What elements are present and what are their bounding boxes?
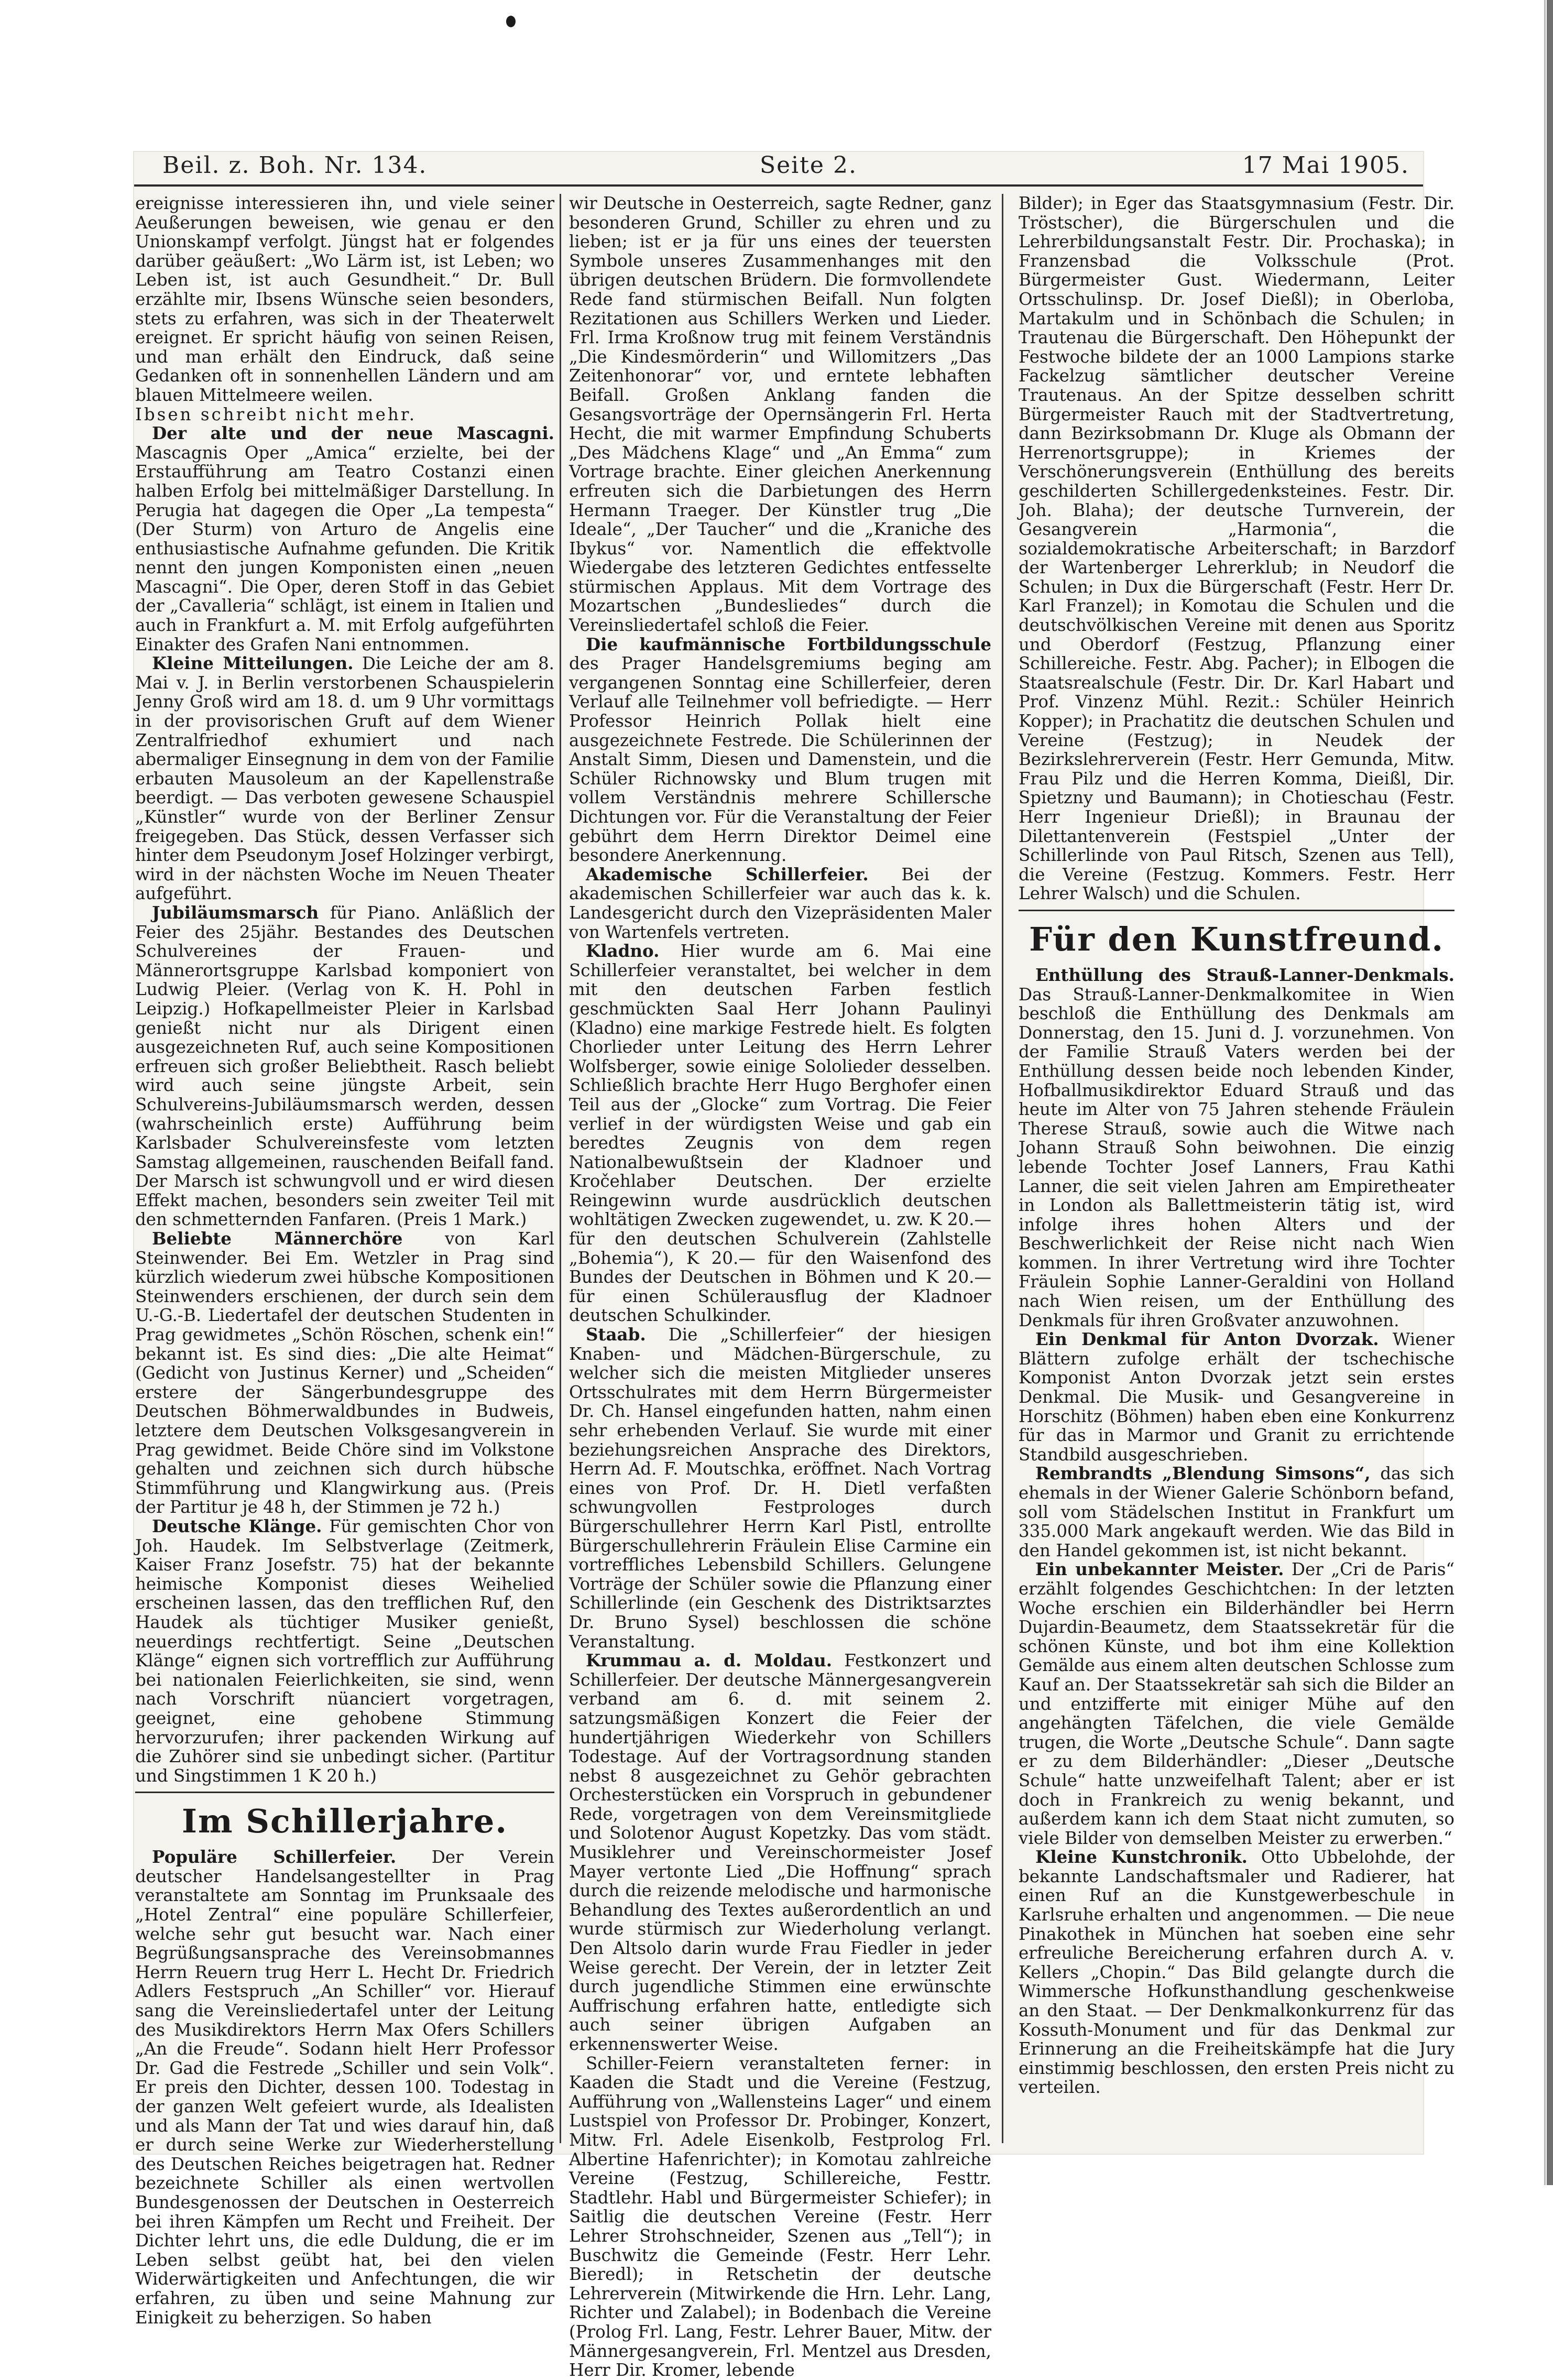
article-title: Kleine Kunstchronik. xyxy=(1035,1847,1248,1868)
article-paragraph xyxy=(1019,1330,1454,1464)
column-separator xyxy=(560,194,561,2143)
section-rule xyxy=(135,1792,554,1793)
scan-speck xyxy=(506,16,516,27)
section-heading: Im Schillerjahre. xyxy=(182,1802,508,1841)
article-paragraph xyxy=(569,1651,991,2054)
article-paragraph xyxy=(569,942,991,1325)
article-text: Bei der akademischen Schillerfeier war auch das k. k. Landesgericht durch den Vizepräsidenten Maler von Wartenfels vertreten. xyxy=(569,864,991,942)
article-text: Mascagnis Oper „Amica“ erzielte, bei der Erstaufführung am Teatro Costanzi einen halben Erfolg bei mittelmäßiger Darstellung. In Perugia hat dagegen die Oper „La tempesta“ (Der Sturm) von Arturo de Angelis eine enthusiastische Aufnahme gefunden. Die Kritik nennt den jungen Komponisten einen „neuen Mascagni“. Die Oper, deren Stoff in das Gebiet der „Cavalleria“ schlägt, ist einem in Italien und auch in Frankfurt a. M. mit Erfolg aufgeführten Einakter des Grafen Nani entnommen. xyxy=(135,442,554,654)
header-rule xyxy=(134,184,1423,187)
column-2 xyxy=(569,193,991,2380)
article-paragraph xyxy=(135,903,554,1229)
scan-edge xyxy=(1547,0,1553,2185)
article-text: das sich ehemals in der Wiener Galerie Schönborn befand, soll vom Städelschen Institut in Frankfurt um 335.000 Mark angekauft werden. Wie das Bild in den Handel gekommen ist, ist nicht bekannt. xyxy=(1019,1464,1454,1560)
article-paragraph xyxy=(569,635,991,865)
article-paragraph xyxy=(135,424,554,654)
article-text: von Karl Steinwender. Bei Em. Wetzler in Prag sind kürzlich wiederum zwei hübsche Kompositionen Steinwenders erschienen, der durch sein dem U.-G.-B. Liedertafel der deutschen Studenten in Prag gewidmetes „Schön Röschen, schenk ein!“ bekannt ist. Es sind dies: „Die alte Heimat“ (Gedicht von Justinus Kerner) und „Scheiden“ erstere der Sängerbundesgruppe des Deutschen Böhmerwaldbundes in Budweis, letztere dem Deutschen Volksgesangverein in Prag gewidmet. Beide Chöre sind im Volkstone gehalten und zeichnen sich durch hübsche Stimmführung und Klangwirkung aus. (Preis der Partitur je 48 h, der Stimmen je 72 h.) xyxy=(135,1229,554,1517)
article-title: Der alte und der neue Mascagni. xyxy=(152,423,554,444)
article-title: Ein Denkmal für Anton Dvorzak. xyxy=(1035,1329,1379,1350)
article-title: Kladno. xyxy=(586,941,660,962)
article-title: Staab. xyxy=(586,1324,646,1345)
column-separator xyxy=(1002,194,1003,2143)
scan-edge-shadow xyxy=(1544,0,1546,2185)
article-text: Hier wurde am 6. Mai eine Schillerfeier veranstaltet, bei welcher in dem mit den deutschen Farben festlich geschmückten Saal Herr Johann Paulinyi (Kladno) eine markige Festrede hielt. Es folgten Chorlieder unter Leitung des Herrn Lehrer Wolfsberger, sowie einige Sololieder desselben. Schließlich brachte Herr Hugo Berghofer einen Teil aus der „Glocke“ zum Vortrag. Die Feier verlief in der würdigsten Weise und gab ein beredtes Zeugnis von dem regen Nationalbewußtsein der Kladnoer und Kročehlaber Deutschen. Der erzielte Reingewinn wurde ausdrücklich deutschen wohltätigen Zwecken zugewendet, u. zw. K 20.— für den deutschen Schulverein (Zahlstelle „Bohemia“), K 20.— für den Waisenfond des Bundes der Deutschen in Böhmen und K 20.— für einen Schülerausflug der Kladnoer deutschen Schulkinder. xyxy=(569,941,991,1326)
article-text: Festkonzert und Schillerfeier. Der deutsche Männergesangverein verband am 6. d. mit seinem 2. satzungsmäßigen Konzert die Feier der hundertjährigen Wiederkehr von Schillers Todestage. Auf der Vortragsordnung standen nebst 8 ausgezeichnet zu Gehör gebrachten Orchesterstücken ein Vorspruch in gebundener Rede, vorgetragen von dem Vereinsmitgliede und Solotenor August Kopetzky. Das vom städt. Musiklehrer und Vereinschormeister Josef Mayer vertonte Lied „Die Hoffnung“ sprach durch die reizende melodische und harmonische Behandlung des Textes außerordentlich an und wurde stürmisch zur Wiederholung verlangt. Den Altsolo darin wurde Frau Fiedler in jeder Weise gerecht. Der Verein, der in letzter Zeit durch jugendliche Stimmen eine erwünschte Auffrischung erfahren hatte, entledigte sich auch seiner übrigen Aufgaben an erkennenswerter Weise. xyxy=(569,1651,991,2054)
article-title: Populäre Schillerfeier. xyxy=(152,1847,397,1868)
article-title: Kleine Mitteilungen. xyxy=(152,653,354,674)
article-text: für Piano. Anläßlich der Feier des 25jähr. Bestandes des Deutschen Schulvereines der Frauen- und Männerortsgruppe Karlsbad komponiert von Ludwig Pleier. (Verlag von K. H. Pohl in Leipzig.) Hofkapellmeister Pleier in Karlsbad genießt nicht nur als Dirigent einen ausgezeichneten Ruf, auch seine Kompositionen erfreuen sich großer Beliebtheit. Rasch beliebt wird auch seine jüngste Arbeit, sein Schulvereins-Jubiläumsmarsch werden, dessen (wahrscheinlich erste) Aufführung beim Karlsbader Schulvereinsfeste vom letzten Samstag allgemeinen, rauschenden Beifall fand. Der Marsch ist schwungvoll und er wird diesen Effekt machen, besonders sein zweiter Teil mit den schmetternden Fanfaren. (Preis 1 Mark.) xyxy=(135,902,554,1230)
article-paragraph xyxy=(569,865,991,942)
article-paragraph: Bilder); in Eger das Staatsgymnasium (Festr. Dir. Tröstscher), die Bürgerschulen und die Lehrerbildungsanstalt Festr. Dir. Prochaska); in Franzensbad die Volksschule (Prot. Bürgermeister Gust. Wiedermann, Leiter Ortsschulinsp. Dr. Josef Dießl); in Oberloba, Martakulm und in Schönbach die Schulen; in Trautenau die Bürgerschaft. Den Höhepunkt der Festwoche bildete der an 1000 Lampions starke Fackelzug sämtlicher deutscher Vereine Trautenaus. An der Spitze desselben schritt Bürgermeister Rauch mit der Stadtvertretung, dann Bezirksobmann Dr. Kluge als Obmann der Herrenortsgruppe); in Kriemes der Verschönerungsverein (Enthüllung des bereits geschilderten Schillergedenksteines. Festr. Dir. Joh. Blaha); der deutsche Turnverein, der Gesangverein „Harmonia“, die sozialdemokratische Arbeiterschaft; in Barzdorf der Wartenberger Lehrerklub; in Neudorf die Schulen; in Dux die Bürgerschaft (Festr. Herr Dr. Karl Franzel); in Komotau die Schulen und die deutschvölkischen Vereine mit denen aus Sporitz und Oberdorf (Festzug, Pflanzung einer Schillereiche. Festr. Abg. Pacher); in Elbogen die Staatsrealschule (Festr. Dir. Dr. Karl Habart und Prof. Vinzenz Mühl. Rezit.: Schüler Heinrich Kopper); in Prachatitz die deutschen Schulen und Vereine (Festzug); in Neudek der Bezirkslehrerverein (Festr. Herr Gemunda, Mitw. Frau Pilz und die Herren Komma, Dieißl, Dir. Spietzny und Baumann); in Chotieschau (Festr. Herr Ingenieur Drießl); in Braunau der Dilettantenverein (Festspiel „Unter der Schillerlinde von Paul Ritsch, Szenen aus Tell), die Vereine (Festzug. Kommers. Festr. Herr Lehrer Walsch) und die Schulen. xyxy=(1019,193,1454,904)
article-text: Wiener Blättern zufolge erhält der tschechische Komponist Anton Dvorzak jetzt sein erstes Denkmal. Die Musik- und Gesangvereine in Horschitz (Böhmen) haben eben eine Konkurrenz für das in Marmor und Granit zu errichtende Standbild ausgeschrieben. xyxy=(1019,1329,1454,1465)
article-paragraph: Ibsen schreibt nicht mehr. xyxy=(135,404,417,424)
article-text: Für gemischten Chor von Joh. Haudek. Im Selbstverlage (Zeitmerk, Kaiser Franz Josefstr. 75) hat der bekannte heimische Komponist dieses Weihelied erscheinen lassen, das den trefflichen Ruf, den Haudek als tüchtiger Musiker genießt, neuerdings rechtfertigt. Seine „Deutschen Klänge“ eignen sich vortrefflich zur Aufführung bei nationalen Feierlichkeiten, sie sind, wenn nach Vorschrift nüanciert vorgetragen, geeignet, eine gehobene Stimmung hervorzurufen; ihrer packenden Wirkung auf die Zuhörer sind sie unbedingt sicher. (Partitur und Singstimmen 1 K 20 h.) xyxy=(135,1516,554,1786)
article-title: Krummau a. d. Moldau. xyxy=(586,1650,833,1671)
article-title: Enthüllung des Strauß-Lanner-Denkmals. xyxy=(1035,964,1454,985)
article-title: Beliebte Männerchöre xyxy=(152,1228,403,1249)
page-header xyxy=(162,152,1420,183)
header-date: 17 Mai 1905. xyxy=(1242,152,1409,179)
article-title: Die kaufmännische Fortbildungsschule xyxy=(586,634,991,654)
article-text: Der „Cri de Paris“ erzählt folgendes Geschichtchen: In der letzten Woche erschien ein Bilderhändler bei Herrn Dujardin-Beaumetz, dem Staatssekretär für die schönen Künste, und bot ihm eine Kollektion Gemälde aus einem alten deutschen Schlosse zum Kauf an. Der Staatssekretär sah sich die Bilder an und entzifferte mit einiger Mühe auf den angehängten Täfelchen, die viele Gemälde trugen, die Worte „Deutsche Schule“. Dann sagte er zu dem Bilderhändler: „Dieser „Deutsche Schule“ hatte unzweifelhaft Talent; aber er ist doch in Frankreich zu wenig bekannt, und außerdem kann ich dem Staat nicht zumuten, so viele Bilder von demselben Meister zu erwerben.“ xyxy=(1019,1559,1454,1848)
article-title: Rembrandts „Blendung Simsons“, xyxy=(1035,1463,1371,1484)
article-text: Otto Ubbelohde, der bekannte Landschaftsmaler und Radierer, hat einen Ruf an die Kunstgewerbeschule in Karlsruhe erhalten und angenommen. — Die neue Pinakothek in München hat soeben eine sehr erfreuliche Bereicherung erfahren durch A. v. Kellers „Chopin.“ Das Bild gelangte durch die Wimmersche Hofkunsthandlung geschenkweise an den Staat. — Der Denkmalkonkurrenz für das Kossuth-Monument und für das Denkmal zur Erinnerung an die Freiheitskämpfe hat die Jury einstimmig beschlossen, den ersten Preis nicht zu verteilen. xyxy=(1019,1847,1454,2098)
article-paragraph: ereignisse interessieren ihn, und viele seiner Aeußerungen beweisen, wie genau er den Unionskampf verfolgt. Jüngst hat er folgendes darüber geäußert: „Wo Lärm ist, ist Leben; wo Leben ist, ist auch Gesundheit.“ Dr. Bull erzählte mir, Ibsens Wünsche seien besonders, stets zu erfahren, was sich in der Theaterwelt ereignet. Er spricht häufig von seinen Reisen, und man erhält den Eindruck, daß seine Gedanken oft in sonnenhellen Ländern und am blauen Mittelmeere weilen. xyxy=(135,193,554,405)
article-paragraph xyxy=(135,654,554,903)
section-heading: Für den Kunstfreund. xyxy=(1029,920,1444,958)
article-paragraph xyxy=(1019,1848,1454,2097)
article-paragraph xyxy=(1019,966,1454,1330)
article-paragraph xyxy=(1019,1560,1454,1848)
header-issue: Beil. z. Boh. Nr. 134. xyxy=(162,152,428,179)
article-title: Akademische Schillerfeier. xyxy=(586,864,869,885)
article-paragraph xyxy=(135,1229,554,1517)
column-1 xyxy=(135,193,554,2328)
article-paragraph xyxy=(569,1325,991,1651)
article-title: Deutsche Klänge. xyxy=(152,1515,322,1536)
article-paragraph: Schiller-Feiern veranstalteten ferner: in Kaaden die Stadt und die Vereine (Festzug, Aufführung von „Wallensteins Lager“ und einem Lustspiel von Professor Dr. Probinger, Konzert, Mitw. Frl. Adele Eisenkolb, Festprolog Frl. Albertine Hafenrichter); in Komotau zahlreiche Vereine (Festzug, Schillereiche, Festtr. Stadtlehr. Habl und Bürgermeister Schiefer); in Saitlig die deutschen Vereine (Festr. Herr Lehrer Strohschneider, Szenen aus „Tell“); in Buschwitz die Gemeinde (Festr. Herr Lehr. Bieredl); in Retschetin der deutsche Lehrerverein (Mitwirkende die Hrn. Lehr. Lang, Richter und Zalabel); in Bodenbach die Vereine (Prolog Frl. Lang, Festr. Lehrer Bauer, Mitw. der Männergesangverein, Frl. Mentzel aus Dresden, Herr Dir. Kromer, lebende xyxy=(569,2053,991,2380)
article-text: des Prager Handelsgremiums beging am vergangenen Sonntag eine Schillerfeier, deren Verlauf alle Teilnehmer voll befriedigte. — Herr Professor Heinrich Pollak hielt eine ausgezeichnete Festrede. Die Schülerinnen der Anstalt Simm, Diesen und Damenstein, und die Schüler Richnowsky und Blum trugen mit vollem Verständnis mehrere Schillersche Dichtungen vor. Für die Veranstaltung der Feier gebührt dem Herrn Direktor Deimel eine besondere Anerkennung. xyxy=(569,653,991,866)
article-paragraph xyxy=(1019,1464,1454,1560)
article-title: Jubiläumsmarsch xyxy=(152,902,319,923)
article-text: Der Verein deutscher Handelsangestellter in Prag veranstaltete am Sonntag im Prunksaale des „Hotel Zentral“ eine populäre Schillerfeier, welche sehr gut besucht war. Nach einer Begrüßungsansprache des Vereinsobmannes Herrn Reuern trug Herr L. Hecht Dr. Friedrich Adlers Festspruch „An Schiller“ vor. Hierauf sang die Vereinsliedertafel unter der Leitung des Musikdirektors Herrn Max Ofers Schillers „An die Freude“. Sodann hielt Herr Professor Dr. Gad die Festrede „Schiller und sein Volk“. Er preis den Dichter, dessen 100. Todestag in der ganzen Welt gefeiert wurde, als Idealisten und als Mann der Tat und wies darauf hin, daß er durch seine Werke zur Wiederherstellung des Deutschen Reiches beigetragen hat. Redner bezeichnete Schiller als einen wertvollen Bundesgenossen der Deutschen in Oesterreich bei ihren Kämpfen um Recht und Freiheit. Der Dichter lehrt uns, die edle Duldung, die er im Leben selbst geübt hat, bei den vielen Widerwärtigkeiten und Anfechtungen, die wir erfahren, zu üben und seine Mahnung zur Einigkeit zu beherzigen. So haben xyxy=(135,1847,554,2328)
article-paragraph xyxy=(135,1517,554,1785)
article-title: Ein unbekannter Meister. xyxy=(1035,1559,1284,1580)
article-text: Die „Schillerfeier“ der hiesigen Knaben- und Mädchen-Bürgerschule, zu welcher sich die meisten Mitglieder unseres Ortsschulrates mit dem Herrn Bürgermeister Dr. Ch. Hansel eingefunden hatten, nahm einen sehr erhebenden Verlauf. Sie wurde mit einer beziehungsreichen Ansprache des Direktors, Herrn Ad. F. Moutschka, eröffnet. Nach Vortrag eines von Prof. Dr. H. Dietl verfaßten schwungvollen Festprologes durch Bürgerschullehrer Herrn Karl Pistl, entrollte Bürgerschullehrerin Fräulein Elise Carmine ein vortreffliches Lebensbild Schillers. Gelungene Vorträge der Schüler sowie die Pflanzung einer Schillerlinde (ein Geschenk des Distriktsarztes Dr. Bruno Sysel) beschlossen die schöne Veranstaltung. xyxy=(569,1325,991,1652)
header-page-number: Seite 2. xyxy=(760,152,857,179)
article-text: Die Leiche der am 8. Mai v. J. in Berlin verstorbenen Schauspielerin Jenny Groß wird am 18. d. um 9 Uhr vormittags in der provisorischen Gruft auf dem Wiener Zentralfriedhof exhumiert und nach abermaliger Einsegnung in dem von der Familie erbauten Mausoleum an der Kapellenstraße beerdigt. — Das verboten gewesene Schauspiel „Künstler“ wurde von der Berliner Zensur freigegeben. Das Stück, dessen Verfasser sich hinter dem Pseudonym Josef Holzinger verbirgt, wird in der nächsten Woche im Neuen Theater aufgeführt. xyxy=(135,653,554,904)
article-paragraph xyxy=(135,1848,554,2327)
article-text: Das Strauß-Lanner-Denkmalkomitee in Wien beschloß die Enthüllung des Denkmals am Donnerstag, den 15. Juni d. J. vorzunehmen. Von der Familie Strauß Vaters werden bei der Enthüllung dessen beide noch lebenden Kinder, Hofballmusikdirektor Eduard Strauß und das heute im Alter von 75 Jahren stehende Fräulein Therese Strauß, sowie auch die Witwe nach Johann Strauß Sohn beiwohnen. Die einzig lebende Tochter Josef Lanners, Frau Kathi Lanner, die seit vielen Jahren am Empiretheater in London als Ballettmeisterin tätig ist, wird infolge ihres hohen Alters und der Beschwerlichkeit der Reise nicht nach Wien kommen. In ihrer Vertretung wird ihre Tochter Fräulein Sophie Lanner-Geraldini von Holland nach Wien reisen, um der Enthüllung des Denkmals für ihren Großvater anzuwohnen. xyxy=(1019,984,1454,1330)
column-3 xyxy=(1019,194,1454,2133)
article-paragraph: wir Deutsche in Oesterreich, sagte Redner, ganz besonderen Grund, Schiller zu ehren und zu lieben; ist er ja für uns eines der teuersten Symbole unseres Zusammenhanges mit den übrigen deutschen Brüdern. Die formvollendete Rede fand stürmischen Beifall. Nun folgten Rezitationen aus Schillers Werken und Lieder. Frl. Irma Kroßnow trug mit feinem Verständnis „Die Kindesmörderin“ und Willomitzers „Das Zeitenhonorar“ vor, und erntete lebhaften Beifall. Großen Anklang fanden die Gesangsvorträge der Opernsängerin Frl. Herta Hecht, die mit warmer Empfindung Schuberts „Des Mädchens Klage“ und „An Emma“ zum Vortrage brachte. Einer gleichen Anerkennung erfreuten sich die Darbietungen des Herrn Hermann Traeger. Der Künstler trug „Die Ideale“, „Der Taucher“ und die „Kraniche des Ibykus“ vor. Namentlich die effektvolle Wiedergabe des letzteren Gedichtes entfesselte stürmischen Applaus. Mit dem Vortrage des Mozartschen „Bundesliedes“ durch die Vereinsliedertafel schloß die Feier. xyxy=(569,193,991,636)
section-rule xyxy=(1019,910,1454,911)
